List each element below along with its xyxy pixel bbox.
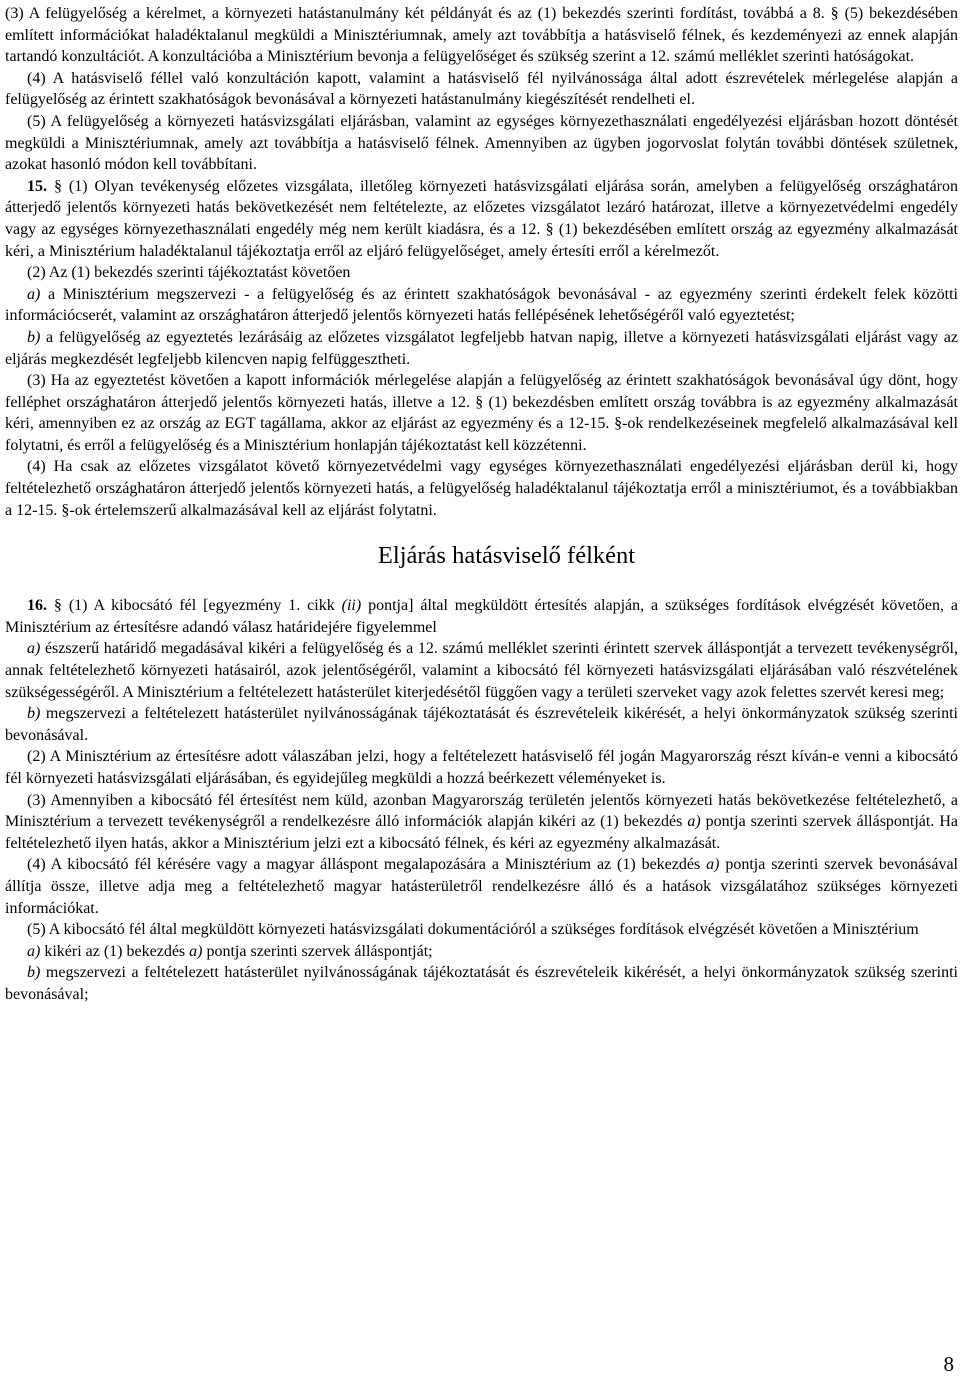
paragraph-text: a Minisztérium megszervezi - a felügyelőség és az érintett szakhatóságok bevonásával - az egyezmény szerinti érdekelt felek közötti információcserét, valamint az országhatáron átterjedő jelentős környezeti hatás fellépésének lehetőségéről való egyeztetést; — [5, 285, 958, 325]
paragraph-text: kikéri az (1) bekezdés — [40, 942, 190, 960]
point-marker: b) — [27, 328, 41, 346]
paragraph-text: pontja szerinti szervek bevonásával állítja össze, illetve adja meg a feltételezhető magyar hatásterületről rendelkezésre álló és a hatások vizsgálatához szükséges környezeti információkat. — [5, 856, 958, 917]
paragraph-text: észszerű határidő megadásával kikéri a felügyelőség és a 12. számú melléklet szerinti érintett szervek álláspontját a tervezett tevékenységről, annak feltételezhető környezeti hatásairól, azok jelentőségéről, valamint a kibocsátó fél környezeti hatásvizsgálati eljárásában való részvételének szükségességéről. A Minisztérium a feltételezett hatásterület kiterjedésétől függően vagy a területi szerveket vagy azok felettes szervét keresi meg; — [5, 640, 958, 701]
paragraph — [5, 919, 958, 941]
point-marker: b) — [27, 964, 41, 982]
paragraph-text: (5) A kibocsátó fél által megküldött környezeti hatásvizsgálati dokumentációról a szükséges fordítások elvégzését követően a Minisztérium — [27, 921, 919, 939]
point-marker: a) — [27, 942, 41, 960]
point-marker: a) — [27, 285, 41, 303]
paragraph-text: (4) Ha csak az előzetes vizsgálatot követő környezetvédelmi vagy egységes környezethasználati engedélyezési eljárásban derül ki, hogy feltételezhető országhatáron átterjedő jelentős környezeti hatás, a felügyelőség haladéktalanul tájékoztatja erről a minisztériumot, és a továbbiakban a 12-15. §-ok értelemszerű alkalmazásával kell az eljárást folytatni. — [5, 458, 958, 519]
document-page — [5, 3, 958, 1006]
paragraph — [5, 941, 958, 963]
paragraph-text: pontja szerinti szervek álláspontját; — [202, 942, 433, 960]
paragraph-text: (3) A felügyelőség a kérelmet, a környezeti hatástanulmány két példányát és az (1) bekezdés szerinti fordítást, továbbá a 8. § (5) bekezdésében említett információkat haladéktalanul megküldi a Minisztériumnak, amely azt továbbítja a hatásviselő félnek, és kezdeményezi az ennek alapján tartandó konzultációt. A konzultációba a Minisztérium bevonja a felügyelőséget és szükség szerint a 12. számú melléklet szerinti hatóságokat. — [5, 5, 958, 66]
paragraph-text: (5) A felügyelőség a környezeti hatásvizsgálati eljárásban, valamint az egységes környezethasználati engedélyezési eljárásban hozott döntését megküldi a Minisztériumnak, amely azt továbbítja a hatásviselő félnek. Amennyiben az ügyben jogorvoslat folytán további döntések születnek, azokat hasonló módon kell továbbítani. — [5, 112, 958, 174]
paragraph-text: § (1) Olyan tevékenység előzetes vizsgálata, illetőleg környezeti hatásvizsgálati eljárása során, amelyben a felügyelőség országhatáron átterjedő jelentős környezeti hatás bekövetkezését nem feltételezte, az előzetes vizsgálatot lezáró határozat, illetve a környezetvédelmi engedély vagy az egységes környezethasználati engedély még nem került kiadásra, és a 12. § (1) bekezdésében említett ország az egyezmény alkalmazását kéri, a Minisztérium haladéktalanul tájékoztatja erről az eljáró felügyelőséget, amely értesíti erről a kérelmezőt. — [5, 177, 958, 260]
paragraph-text: (4) A hatásviselő féllel való konzultáción kapott, valamint a hatásviselő fél nyilvánossága által adott észrevételek mérlegelése alapján a felügyelőség az érintett szakhatóságok bevonásával a környezeti hatástanulmány kiegészítését rendelheti el. — [5, 69, 958, 109]
paragraph-text: pontja] által megküldött értesítés alapján, a szükséges fordítások elvégzését követően, a Minisztérium az értesítésre adandó válasz határidejére figyelemmel — [5, 597, 958, 636]
point-marker: a) — [27, 640, 41, 658]
paragraph-text: (4) A kibocsátó fél kérésére vagy a magyar álláspont megalapozására a Minisztérium az (1) bekezdés — [27, 856, 707, 874]
paragraph — [5, 68, 958, 111]
paragraph — [5, 284, 958, 327]
paragraph-text: a felügyelőség az egyeztetés lezárásáig az előzetes vizsgálatot legfeljebb hatvan napig, illetve a környezeti hatásvizsgálati eljárást vagy az eljárás megkezdését legfeljebb kilencven napig felfüggesztheti. — [5, 328, 958, 368]
point-marker: a) — [687, 813, 701, 831]
paragraph-text: pontja szerinti szervek álláspontját. Ha feltételezhető ilyen hatás, akkor a Minisztérium jelzi ezt a kibocsátó félnek, és kéri az egyezmény alkalmazását. — [5, 813, 959, 852]
paragraph — [5, 638, 958, 703]
paragraphs-top — [5, 3, 958, 521]
point-marker: (ii) — [341, 597, 362, 615]
paragraph — [5, 3, 958, 68]
paragraph — [5, 595, 958, 638]
paragraphs-bottom — [5, 595, 958, 1005]
paragraph-text: (2) Az (1) bekezdés szerinti tájékoztatást követően — [27, 264, 351, 282]
paragraph — [5, 790, 958, 855]
section-title: Eljárás hatásviselő félként — [377, 542, 636, 570]
paragraph — [5, 370, 958, 456]
paragraph — [5, 854, 958, 919]
paragraph-text: megszervezi a feltételezett hatásterület nyilvánosságának tájékoztatását és észrevételeik kikérését, a helyi önkormányzatok szükség szerinti bevonásával. — [5, 705, 958, 744]
point-marker: a) — [189, 942, 203, 960]
paragraph — [5, 111, 958, 176]
paragraph-text: megszervezi a feltételezett hatásterület nyilvánosságának tájékoztatását és észrevételeik kikérését, a helyi önkormányzatok szükség szerinti bevonásával; — [5, 964, 958, 1003]
point-marker: b) — [27, 705, 41, 723]
paragraph — [5, 176, 958, 262]
paragraph — [5, 962, 958, 1005]
section-number: 15. — [27, 177, 47, 195]
paragraph — [5, 327, 958, 370]
paragraph — [5, 456, 958, 521]
point-marker: a) — [706, 856, 720, 874]
section-number: 16. — [27, 597, 47, 615]
paragraph — [5, 262, 958, 284]
paragraph — [5, 703, 958, 746]
paragraph-text: § (1) A kibocsátó fél [egyezmény 1. cikk — [47, 597, 342, 615]
paragraph-text: (3) Amennyiben a kibocsátó fél értesítést nem küld, azonban Magyarország területén jelentős környezeti hatás bekövetkezése feltételezhető, a Minisztérium a tervezett tevékenységről a rendelkezésre álló információk alapján kikéri az (1) bekezdés — [5, 791, 958, 831]
paragraph-text: (2) A Minisztérium az értesítésre adott válaszában jelzi, hogy a feltételezett hatásviselő fél jogán Magyarország részt kíván-e venni a kibocsátó fél környezeti hatásvizsgálati eljárásában, és egyidejűleg megküldi a hozzá beérkezett véleményeket is. — [5, 748, 958, 787]
page-number: 8 — [943, 1352, 954, 1376]
paragraph-text: (3) Ha az egyeztetést követően a kapott információk mérlegelése alapján a felügyelőség az érintett szakhatóságok bevonásával úgy dönt, hogy felléphet országhatáron átterjedő jelentős környezeti hatás, illetve a 12. § (1) bekezdésben említett ország továbbra is az egyezmény alkalmazását kéri, amennyiben ez az ország az EGT tagállama, akkor az eljárást az egyezmény és a 12-15. §-ok rendelkezéseinek megfelelő alkalmazásával kell folytatni, és erről a felügyelőség és a Minisztérium honlapján tájékoztatást kell közzétenni. — [5, 372, 958, 454]
paragraph — [5, 746, 958, 789]
